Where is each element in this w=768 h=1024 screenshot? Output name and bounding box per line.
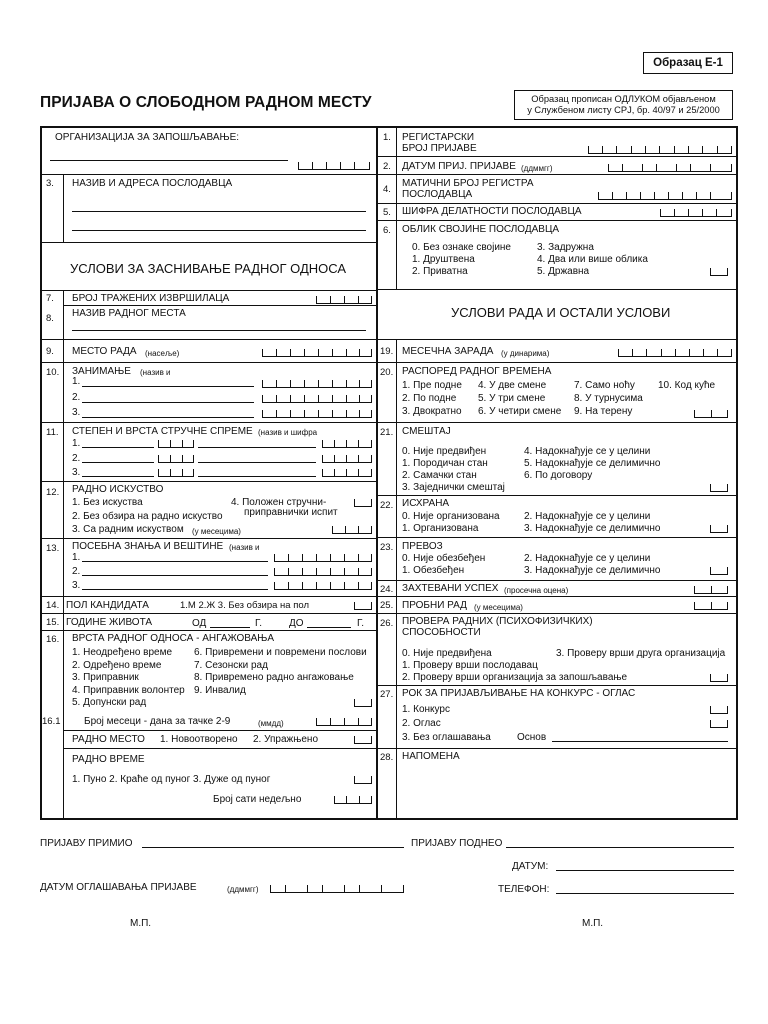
age-to-unit: Г. <box>357 618 364 629</box>
phone-label: ТЕЛЕФОН: <box>498 884 550 895</box>
row-divider <box>377 495 737 496</box>
worktime-box[interactable] <box>354 777 372 784</box>
field-8-num: 8. <box>46 313 54 324</box>
decree-line-2: у Службеном листу СРЈ, бр. 40/97 и 25/2000 <box>527 105 720 115</box>
row-divider <box>377 613 737 614</box>
experience-opt-4a: 4. Положен стручни- <box>231 497 327 508</box>
experience-opt-3: 3. Са радним искуством <box>72 524 184 535</box>
employment-type-6: 6. Привремени и повремени послови <box>194 647 367 658</box>
field-19-num: 19. <box>380 346 394 357</box>
occupation-field-2[interactable] <box>82 402 254 403</box>
gender-box[interactable] <box>354 603 372 610</box>
date-label: ДАТУМ: <box>512 861 549 872</box>
activity-code-boxes[interactable] <box>660 210 732 217</box>
age-from-label: ОД <box>192 618 207 629</box>
row-divider <box>377 596 737 597</box>
page-title: ПРИЈАВА О СЛОБОДНОМ РАДНОМ МЕСТУ <box>40 94 372 111</box>
field-23-label: ПРЕВОЗ <box>402 541 443 552</box>
field-16-1-note: (ммдд) <box>258 719 284 728</box>
org-label: ОРГАНИЗАЦИЈА ЗА ЗАПОШЉАВАЊЕ: <box>55 132 240 143</box>
experience-opt-4b: приправнички испит <box>244 507 338 518</box>
num-col-divider <box>63 174 64 242</box>
num-col-divider <box>63 290 64 820</box>
registration-number-boxes[interactable] <box>588 147 732 154</box>
field-20-num: 20. <box>380 367 394 378</box>
field-23-num: 23. <box>380 542 394 553</box>
field-28-num: 28. <box>380 752 394 763</box>
ownership-box[interactable] <box>710 269 728 276</box>
deadline-basis-field[interactable] <box>552 741 728 742</box>
form-code: Образац Е-1 <box>643 52 733 74</box>
schedule-4: 4. У две смене <box>478 380 547 391</box>
worktime-label: РАДНО ВРЕМЕ <box>72 754 145 765</box>
row-divider <box>41 242 376 243</box>
field-2-label: ДАТУМ ПРИЈ. ПРИЈАВЕ <box>402 161 516 172</box>
schedule-5: 5. У три смене <box>478 393 546 404</box>
transport-3: 3. Надокнађује се делимично <box>524 565 661 576</box>
age-to-label: ДО <box>289 618 304 629</box>
field-15-num: 15. <box>46 617 60 628</box>
field-27-num: 27. <box>380 689 394 700</box>
schedule-3: 3. Двократно <box>402 406 462 417</box>
ability-check-0: 0. Није предвиђена <box>402 648 492 659</box>
row-divider <box>377 685 737 686</box>
housing-4: 4. Надокнађује се у целини <box>524 446 651 457</box>
housing-2: 2. Самачки стан <box>402 470 477 481</box>
employment-type-1: 1. Неодређено време <box>72 647 173 658</box>
row-divider <box>377 220 737 221</box>
field-15-label: ГОДИНЕ ЖИВОТА <box>66 617 153 628</box>
education-row-2: 2. <box>72 453 81 464</box>
competition-days-box[interactable] <box>710 707 728 714</box>
field-14-num: 14. <box>46 600 60 611</box>
stamp-place-right: М.П. <box>582 918 604 929</box>
occupation-code-2[interactable] <box>262 396 372 403</box>
field-25-num: 25. <box>380 600 394 611</box>
field-4-num: 4. <box>383 184 391 195</box>
grade-boxes[interactable] <box>694 587 728 594</box>
ownership-3: 3. Задружна <box>537 242 594 253</box>
field-9-num: 9. <box>46 346 54 357</box>
schedule-9: 9. На терену <box>574 406 633 417</box>
meals-0: 0. Није организована <box>402 511 500 522</box>
decree-line-1: Образац прописан ОДЛУКОМ објављеном <box>531 94 716 104</box>
field-26-label-2: СПОСОБНОСТИ <box>402 627 481 638</box>
employment-type-3: 3. Приправник <box>72 672 139 683</box>
publication-date-note: (ддммгг) <box>227 885 259 894</box>
deadline-competition: 1. Конкурс <box>402 704 450 715</box>
experience-choice-box[interactable] <box>354 500 372 507</box>
education-name-3[interactable] <box>82 476 154 477</box>
education-type-1[interactable] <box>198 447 316 448</box>
field-13-num: 13. <box>46 543 60 554</box>
experience-opt-1: 1. Без искуства <box>72 497 143 508</box>
row-divider <box>377 580 737 581</box>
field-26-label-1: ПРОВЕРА РАДНИХ (ПСИХОФИЗИЧКИХ) <box>402 616 593 627</box>
field-24-note: (просечна оцена) <box>504 586 569 595</box>
row-divider <box>63 748 376 749</box>
field-4-label-2: ПОСЛОДАВЦА <box>402 189 473 200</box>
employment-type-2: 2. Одређено време <box>72 660 162 671</box>
received-by-label: ПРИЈАВУ ПРИМИО <box>40 838 133 849</box>
row-divider <box>377 174 737 175</box>
right-num-col-divider <box>396 339 397 819</box>
ability-check-box[interactable] <box>710 675 728 682</box>
workplace-box[interactable] <box>354 737 372 744</box>
gender-options: 1.М 2.Ж 3. Без обзира на пол <box>180 600 309 611</box>
education-level-1[interactable] <box>158 441 194 448</box>
ability-check-3: 3. Проверу врши друга организација <box>556 648 726 659</box>
ownership-1: 1. Друштвена <box>412 254 475 265</box>
decree-note <box>514 90 733 120</box>
skills-field-1[interactable] <box>82 561 268 562</box>
education-code-2[interactable] <box>322 456 372 463</box>
row-divider <box>41 339 376 340</box>
schedule-box[interactable] <box>694 411 728 418</box>
workplace-label: РАДНО МЕСТО <box>72 734 145 745</box>
education-name-1[interactable] <box>82 447 154 448</box>
age-from-field[interactable] <box>210 627 250 628</box>
row-divider <box>377 339 737 340</box>
field-7-num: 7. <box>46 293 54 304</box>
row-divider <box>41 613 376 614</box>
ownership-5: 5. Државна <box>537 266 590 277</box>
field-19-label: МЕСЕЧНА ЗАРАДА <box>402 346 494 357</box>
salary-boxes[interactable] <box>618 350 732 357</box>
weekly-hours-label: Број сати недељно <box>213 794 302 805</box>
occupation-row-1: 1. <box>72 376 81 387</box>
field-12-label: РАДНО ИСКУСТВО <box>72 484 164 495</box>
age-from-unit: Г. <box>255 618 262 629</box>
right-num-col-divider <box>396 127 397 289</box>
employment-type-5: 5. Допунски рад <box>72 697 147 708</box>
org-code-boxes[interactable] <box>298 163 370 170</box>
schedule-1: 1. Пре подне <box>402 380 462 391</box>
transport-1: 1. Обезбеђен <box>402 565 465 576</box>
education-row-3: 3. <box>72 467 81 478</box>
housing-3: 3. Заједнички смештај <box>402 482 505 493</box>
schedule-6: 6. У четири смене <box>478 406 562 417</box>
meals-2: 2. Надокнађује се у целини <box>524 511 651 522</box>
row-divider <box>377 537 737 538</box>
workplace-opt-1: 1. Новоотворено <box>160 734 238 745</box>
employment-type-box[interactable] <box>354 700 372 707</box>
field-28-label: НАПОМЕНА <box>402 751 460 762</box>
employment-type-9: 9. Инвалид <box>194 685 246 696</box>
ad-days-box[interactable] <box>710 721 728 728</box>
occupation-row-3: 3. <box>72 407 81 418</box>
row-divider <box>41 630 376 631</box>
employment-type-4: 4. Приправник волонтер <box>72 685 185 696</box>
field-7-label: БРОЈ ТРАЖЕНИХ ИЗВРШИЛАЦА <box>72 293 230 304</box>
row-divider <box>63 305 376 306</box>
center-divider <box>376 127 378 819</box>
education-name-2[interactable] <box>82 462 154 463</box>
stamp-place-left: М.П. <box>130 918 152 929</box>
transport-0: 0. Није обезбеђен <box>402 553 486 564</box>
field-25-note: (у месецима) <box>474 603 523 612</box>
row-divider <box>377 748 737 749</box>
employment-type-7: 7. Сезонски рад <box>194 660 268 671</box>
education-level-2[interactable] <box>158 456 194 463</box>
ownership-4: 4. Два или више облика <box>537 254 648 265</box>
occupation-row-2: 2. <box>72 392 81 403</box>
row-divider <box>377 156 737 157</box>
field-11-num: 11. <box>46 427 59 438</box>
schedule-8: 8. У турнусима <box>574 393 643 404</box>
field-11-note: (назив и шифра <box>258 428 318 437</box>
field-16-num: 16. <box>46 634 60 645</box>
meals-3: 3. Надокнађује се делимично <box>524 523 661 534</box>
field-14-label: ПОЛ КАНДИДАТА <box>66 600 149 611</box>
ability-check-1: 1. Проверу врши послодавац <box>402 660 538 671</box>
occupation-code-3[interactable] <box>262 411 372 418</box>
education-code-1[interactable] <box>322 441 372 448</box>
meals-box[interactable] <box>710 526 728 533</box>
field-9-note: (насеље) <box>145 349 180 358</box>
field-3-label: НАЗИВ И АДРЕСА ПОСЛОДАВЦА <box>72 178 233 189</box>
skills-field-2[interactable] <box>82 575 268 576</box>
field-1-num: 1. <box>383 132 391 143</box>
row-divider <box>377 203 737 204</box>
skills-code-3[interactable] <box>274 583 372 590</box>
row-divider <box>377 422 737 423</box>
field-2-num: 2. <box>383 161 391 172</box>
housing-box[interactable] <box>710 485 728 492</box>
row-divider <box>41 422 376 423</box>
left-conditions-heading: УСЛОВИ ЗА ЗАСНИВАЊЕ РАДНОГ ОДНОСА <box>70 261 347 276</box>
field-4-label-1: МАТИЧНИ БРОЈ РЕГИСТРА <box>402 178 534 189</box>
field-25-label: ПРОБНИ РАД <box>402 600 467 611</box>
field-22-label: ИСХРАНА <box>402 498 450 509</box>
field-6-label: ОБЛИК СВОЈИНЕ ПОСЛОДАВЦА <box>402 224 560 235</box>
row-divider <box>41 290 376 291</box>
weekly-hours-box[interactable] <box>334 797 372 804</box>
row-divider <box>63 730 376 731</box>
schedule-2: 2. По подне <box>402 393 457 404</box>
field-9-label: МЕСТО РАДА <box>72 346 137 357</box>
trial-months-boxes[interactable] <box>694 603 728 610</box>
field-19-note: (у динарима) <box>501 349 550 358</box>
field-16-label: ВРСТА РАДНОГ ОДНОСА - АНГАЖОВАЊА <box>72 633 275 644</box>
row-divider <box>377 362 737 363</box>
field-16-1-label: Број месеци - дана за тачке 2-9 <box>84 716 231 727</box>
field-9-boxes[interactable] <box>262 350 372 357</box>
occupation-field-3[interactable] <box>82 417 254 418</box>
field-11-label: СТЕПЕН И ВРСТА СТРУЧНЕ СПРЕМЕ <box>72 426 253 437</box>
experience-opt-3-note: (у месецима) <box>192 527 241 536</box>
field-10-label: ЗАНИМАЊЕ <box>72 366 131 377</box>
deadline-basis-label: Основ <box>517 732 547 743</box>
field-24-label: ЗАХТЕВАНИ УСПЕХ <box>402 583 499 594</box>
row-divider <box>41 174 376 175</box>
phone-field[interactable] <box>556 893 734 894</box>
org-field[interactable] <box>50 160 288 161</box>
field-16-1-num: 16.1 <box>42 716 61 727</box>
education-type-2[interactable] <box>198 462 316 463</box>
housing-6: 6. По договору <box>524 470 593 481</box>
ownership-2: 2. Приватна <box>412 266 468 277</box>
employer-id-boxes[interactable] <box>598 193 732 200</box>
employment-type-8: 8. Привремено радно ангажовање <box>194 672 354 683</box>
field-26-num: 26. <box>380 618 394 629</box>
registration-date-boxes[interactable] <box>608 165 732 172</box>
field-10-note: (назив и <box>140 368 171 377</box>
field-27-label: РОК ЗА ПРИЈАВЉИВАЊЕ НА КОНКУРС - ОГЛАС <box>402 688 636 699</box>
right-conditions-heading: УСЛОВИ РАДА И ОСТАЛИ УСЛОВИ <box>451 305 671 320</box>
date-field[interactable] <box>556 870 734 871</box>
housing-5: 5. Надокнађује се делимично <box>524 458 661 469</box>
employer-name-field[interactable] <box>72 211 366 212</box>
field-24-num: 24. <box>380 584 394 595</box>
skills-row-3: 3. <box>72 580 81 591</box>
field-13-label: ПОСЕБНА ЗНАЊА И ВЕШТИНЕ <box>72 541 224 552</box>
submitted-by-label: ПРИЈАВУ ПОДНЕО <box>411 838 503 849</box>
skills-row-1: 1. <box>72 552 81 563</box>
field-7-boxes[interactable] <box>316 297 372 304</box>
publication-date-boxes[interactable] <box>270 886 404 893</box>
submitted-by-field[interactable] <box>506 847 734 848</box>
deadline-ad: 2. Оглас <box>402 718 441 729</box>
row-divider <box>41 362 376 363</box>
skills-row-2: 2. <box>72 566 81 577</box>
field-12-num: 12. <box>46 487 60 498</box>
experience-opt-2: 2. Без обзира на радно искуство <box>72 511 223 522</box>
field-20-label: РАСПОРЕД РАДНОГ ВРЕМЕНА <box>402 366 552 377</box>
education-level-3[interactable] <box>158 470 194 477</box>
housing-0: 0. Није предвиђен <box>402 446 487 457</box>
transport-2: 2. Надокнађује се у целини <box>524 553 651 564</box>
row-divider <box>377 289 737 290</box>
field-1-label-1: РЕГИСТАРСКИ <box>402 132 475 143</box>
ownership-0: 0. Без ознаке својине <box>412 242 511 253</box>
field-6-num: 6. <box>383 225 391 236</box>
publication-date-label: ДАТУМ ОГЛАШАВАЊА ПРИЈАВЕ <box>40 882 197 893</box>
field-21-num: 21. <box>380 427 394 438</box>
schedule-7: 7. Само ноћу <box>574 380 635 391</box>
education-code-3[interactable] <box>322 470 372 477</box>
field-13-note: (назив и <box>229 543 260 552</box>
occupation-code-1[interactable] <box>262 381 372 388</box>
field-8-label: НАЗИВ РАДНОГ МЕСТА <box>72 308 186 319</box>
employer-address-field[interactable] <box>72 230 366 231</box>
occupation-field-1[interactable] <box>82 386 254 387</box>
field-10-num: 10. <box>46 367 60 378</box>
months-days-boxes[interactable] <box>316 719 372 726</box>
age-to-field[interactable] <box>307 627 351 628</box>
received-by-field[interactable] <box>142 847 404 848</box>
schedule-10: 10. Код куће <box>658 380 716 391</box>
housing-1: 1. Породичан стан <box>402 458 488 469</box>
ability-check-2: 2. Проверу врши организација за запошљавање <box>402 672 628 683</box>
field-5-label: ШИФРА ДЕЛАТНОСТИ ПОСЛОДАВЦА <box>402 206 582 217</box>
education-type-3[interactable] <box>198 476 316 477</box>
education-row-1: 1. <box>72 438 81 449</box>
field-2-note: (ддммгг) <box>521 164 553 173</box>
experience-months-box[interactable] <box>332 527 372 534</box>
row-divider <box>41 596 376 597</box>
transport-box[interactable] <box>710 568 728 575</box>
row-divider <box>41 481 376 482</box>
job-title-field[interactable] <box>72 330 366 331</box>
skills-code-2[interactable] <box>274 569 372 576</box>
field-1-label-2: БРОЈ ПРИЈАВЕ <box>402 143 477 154</box>
field-3-num: 3. <box>46 178 54 189</box>
skills-code-1[interactable] <box>274 555 372 562</box>
field-5-num: 5. <box>383 207 391 218</box>
workplace-opt-2: 2. Упражњено <box>253 734 319 745</box>
deadline-no-ad: 3. Без оглашавања <box>402 732 491 743</box>
field-21-label: СМЕШТАЈ <box>402 426 451 437</box>
meals-1: 1. Организована <box>402 523 479 534</box>
field-22-num: 22. <box>380 500 394 511</box>
skills-field-3[interactable] <box>82 589 268 590</box>
worktime-options: 1. Пуно 2. Краће од пуног 3. Дуже од пуног <box>72 774 271 785</box>
row-divider <box>41 538 376 539</box>
